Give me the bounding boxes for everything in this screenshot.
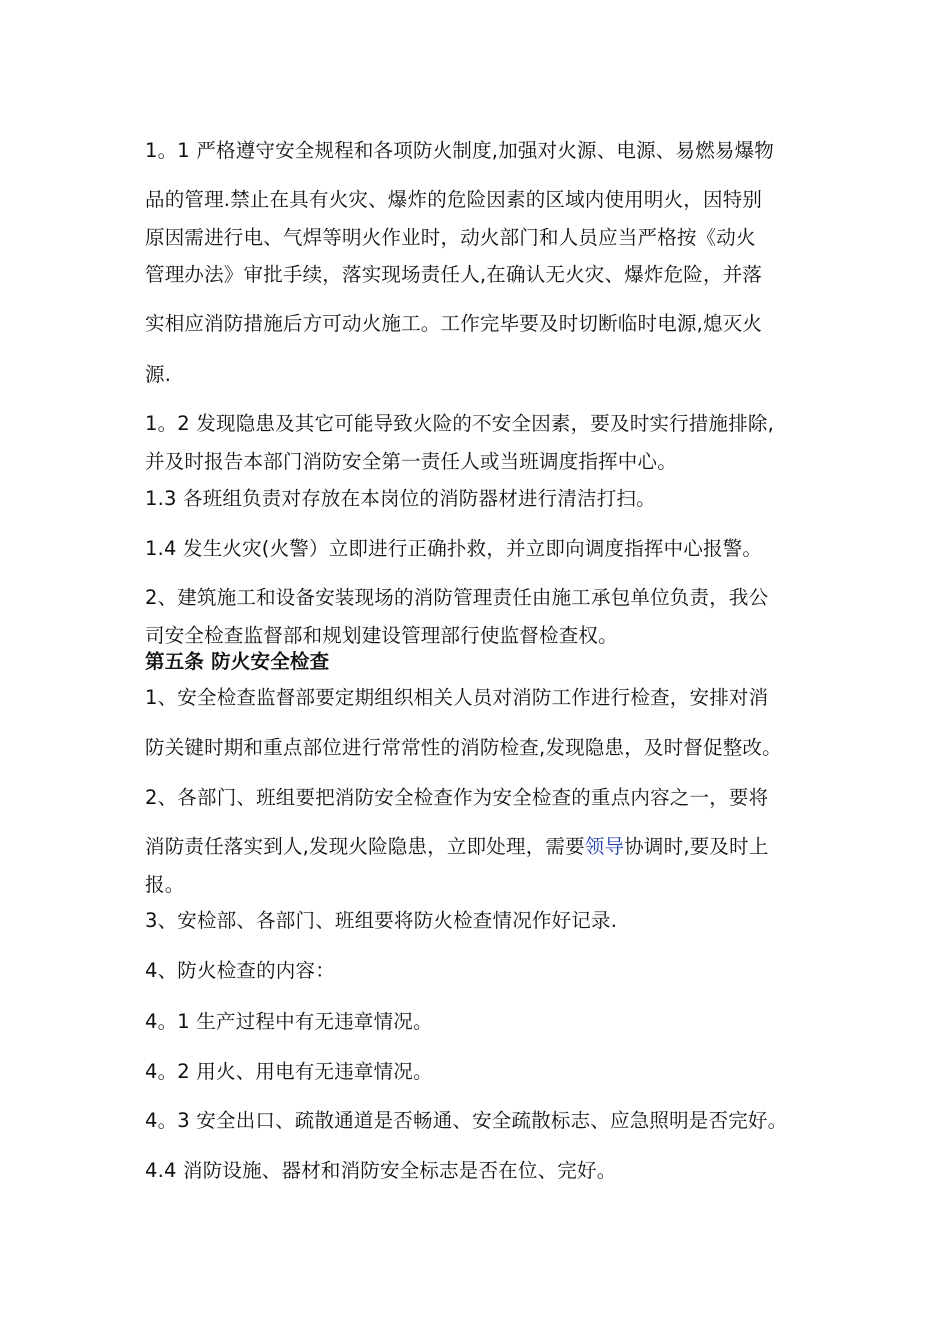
- paragraph-line-4-3: 4。3 安全出口、疏散通道是否畅通、安全疏散标志、应急照明是否完好。: [145, 1109, 788, 1132]
- line-text-before-link: 消防责任落实到人,发现火险隐患，立即处理，需要: [145, 835, 585, 858]
- paragraph-line-5-4: 4、防火检查的内容：: [145, 959, 335, 982]
- paragraph-line: 司安全检查监督部和规划建设管理部行使监督检查权。: [145, 624, 618, 647]
- paragraph-line: 源.: [145, 363, 172, 386]
- section-heading: 第五条 防火安全检查: [145, 650, 330, 673]
- paragraph-line-4-1: 4。1 生产过程中有无违章情况。: [145, 1010, 433, 1033]
- paragraph-line-5-3: 3、安检部、各部门、班组要将防火检查情况作好记录.: [145, 909, 618, 932]
- paragraph-line: 管理办法》审批手续，落实现场责任人,在确认无火灾、爆炸危险，并落: [145, 263, 763, 286]
- paragraph-line-1-1: 1。1 严格遵守安全规程和各项防火制度,加强对火源、电源、易燃易爆物: [145, 139, 775, 162]
- paragraph-line-2: 2、建筑施工和设备安装现场的消防管理责任由施工承包单位负责，我公: [145, 586, 769, 609]
- paragraph-line: 品的管理.禁止在具有火灾、爆炸的危险因素的区域内使用明火，因特别: [145, 188, 763, 211]
- paragraph-line-with-link: [145, 834, 825, 860]
- paragraph-line: 实相应消防措施后方可动火施工。工作完毕要及时切断临时电源,熄灭火: [145, 312, 763, 335]
- paragraph-line: 原因需进行电、气焊等明火作业时，动火部门和人员应当严格按《动火: [145, 226, 756, 249]
- paragraph-line-4-2: 4。2 用火、用电有无违章情况。: [145, 1060, 433, 1083]
- paragraph-line: 并及时报告本部门消防安全第一责任人或当班调度指挥中心。: [145, 450, 677, 473]
- paragraph-line: 报。: [145, 873, 185, 896]
- paragraph-line-5-1: 1、安全检查监督部要定期组织相关人员对消防工作进行检查，安排对消: [145, 686, 769, 709]
- paragraph-line-5-2: 2、各部门、班组要把消防安全检查作为安全检查的重点内容之一，要将: [145, 786, 769, 809]
- paragraph-line-1-4: 1.4 发生火灾(火警）立即进行正确扑救，并立即向调度指挥中心报警。: [145, 537, 763, 560]
- paragraph-line-4-4: 4.4 消防设施、器材和消防安全标志是否在位、完好。: [145, 1159, 617, 1182]
- paragraph-line: 防关键时期和重点部位进行常常性的消防检查,发现隐患，及时督促整改。: [145, 736, 782, 759]
- paragraph-line-1-2: 1。2 发现隐患及其它可能导致火险的不安全因素，要及时实行措施排除,: [145, 412, 775, 435]
- leader-link[interactable]: 领导: [584, 835, 625, 858]
- line-text-after-link: 协调时,要及时上: [624, 835, 769, 858]
- paragraph-line-1-3: 1.3 各班组负责对存放在本岗位的消防器材进行清洁打扫。: [145, 487, 656, 510]
